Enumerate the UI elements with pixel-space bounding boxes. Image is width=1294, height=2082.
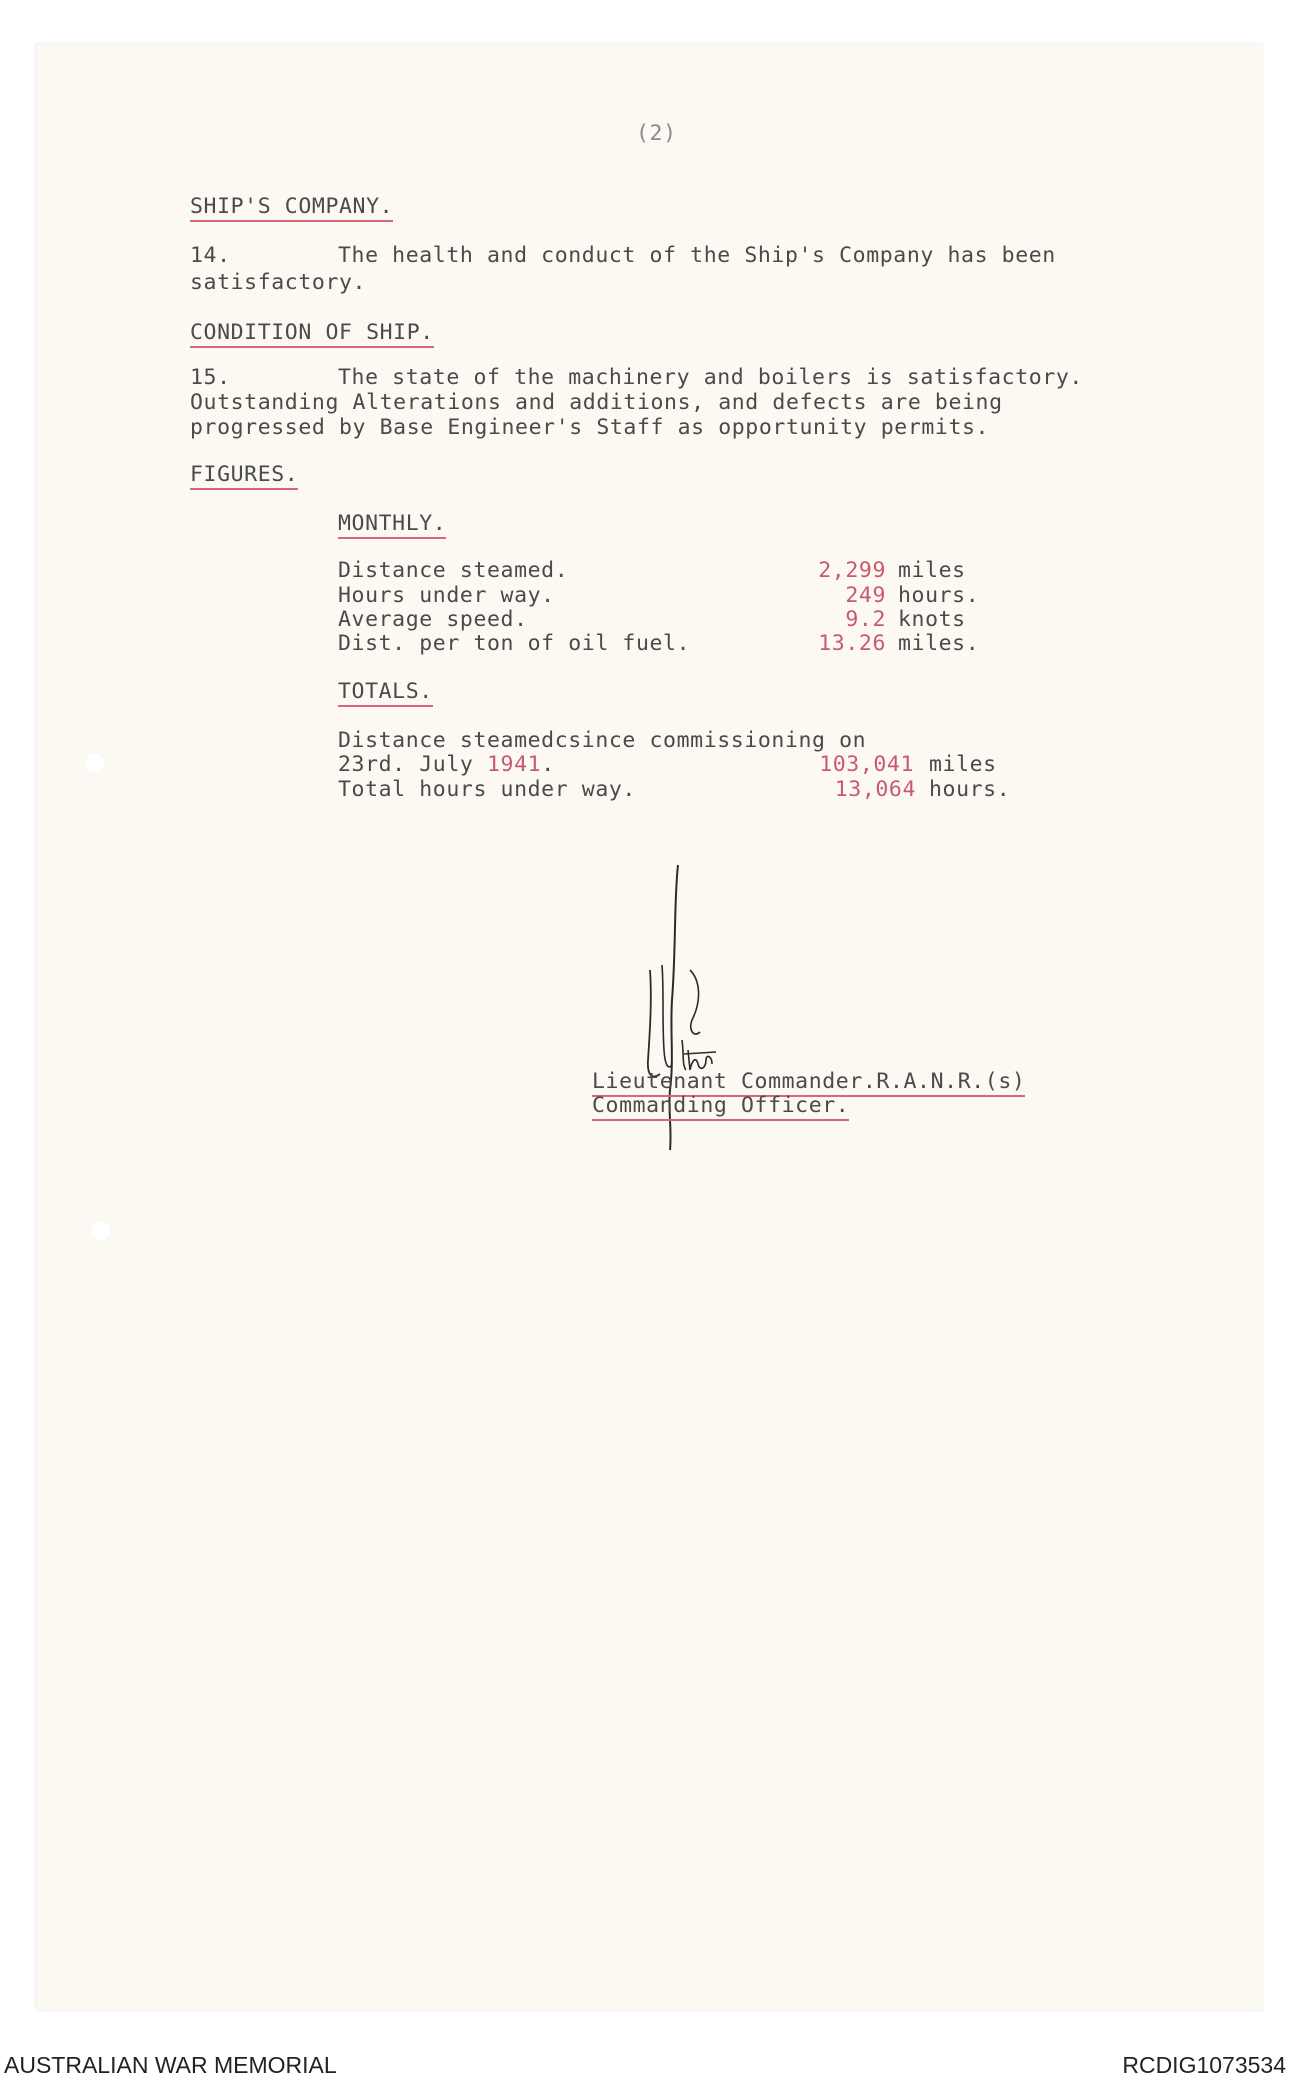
heading-ships-company: SHIP'S COMPANY. [190,194,393,222]
totals-hours-label: Total hours under way. [338,777,636,802]
totals-hours-unit: hours. [929,777,1011,802]
totals-date-suffix: . [541,752,555,777]
totals-line-1: Distance steamedcsince commissioning on [338,728,867,753]
monthly-row-unit: miles. [898,631,980,656]
monthly-row-value: 9.2 [845,607,886,632]
paragraph-15-line-1: The state of the machinery and boilers is satisfactory. [338,365,1083,390]
paragraph-15-line-2: Outstanding Alterations and additions, and defects are being [190,390,1003,415]
totals-distance-value: 103,041 [819,752,914,777]
monthly-row-unit: miles [898,558,966,583]
paragraph-15-line-3: progressed by Base Engineer's Staff as opportunity permits. [190,415,990,440]
punch-hole-top [84,752,106,774]
monthly-row-value: 13.26 [818,631,886,656]
paragraph-number-14: 14. [190,243,231,268]
monthly-row-label: Dist. per ton of oil fuel. [338,631,691,656]
footer-record-id: RCDIG1073534 [1122,2052,1286,2078]
monthly-row-label: Distance steamed. [338,558,569,583]
totals-hours-value: 13,064 [834,777,916,802]
monthly-row-unit: hours. [898,583,980,608]
signature-title-line-1: Lieutenant Commander.R.A.N.R.(s) [592,1069,1025,1097]
signature-title-line-2: Commanding Officer. [592,1093,849,1121]
heading-totals: TOTALS. [338,679,433,707]
monthly-row-value: 2,299 [818,558,886,583]
punch-hole-bottom [90,1220,112,1242]
paragraph-14-line-2: satisfactory. [190,270,367,295]
heading-figures: FIGURES. [190,462,298,490]
monthly-row-value: 249 [845,583,886,608]
paragraph-14-line-1: The health and conduct of the Ship's Company has been [338,243,1056,268]
monthly-row-unit: knots [898,607,966,632]
totals-date-year: 1941 [487,752,542,777]
heading-condition-of-ship: CONDITION OF SHIP. [190,320,434,348]
heading-monthly: MONTHLY. [338,511,446,539]
page-number: (2) [636,121,677,146]
monthly-row-label: Hours under way. [338,583,555,608]
paragraph-number-15: 15. [190,365,231,390]
footer-archive-name: AUSTRALIAN WAR MEMORIAL [4,2052,337,2078]
monthly-row-label: Average speed. [338,607,528,632]
totals-date-prefix: 23rd. July [338,752,487,777]
totals-distance-unit: miles [929,752,997,777]
totals-date [338,752,555,777]
